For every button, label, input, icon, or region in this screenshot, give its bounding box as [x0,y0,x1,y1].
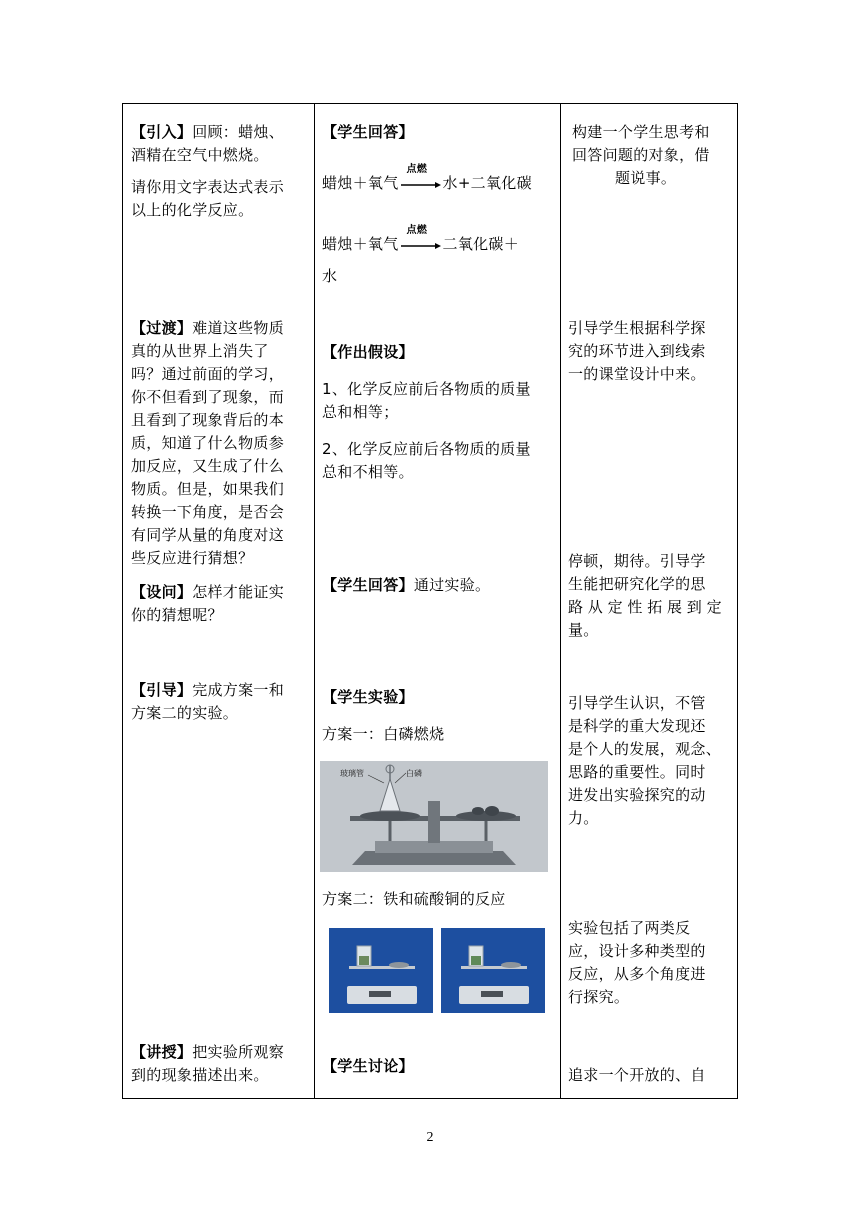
intent-5-line: 应，设计多种类型的 [568,942,706,960]
equation-2: 蜡烛＋氧气 点燃 二氧化碳＋ [322,224,520,253]
equation-2-tail: 水 [322,267,338,285]
transition-line: 真的从世界上消失了 [131,342,269,360]
student-answer-2: 【学生回答】通过实验。 [322,576,491,594]
white-phosphorus-balance-photo [320,761,548,872]
student-experiment-heading: 【学生实验】 [322,688,414,706]
transition-line: 有同学从量的角度对这 [131,526,285,544]
intent-3-line: 量。 [568,621,599,639]
intent-5-line: 反应，从多个角度进 [568,965,706,983]
hypothesis-2-line1: 2、化学反应前后各物质的质量 [322,440,531,458]
lecture-line2: 到的现象描述出来。 [131,1066,269,1084]
iron-copper-sulfate-balance-photo [329,928,545,1013]
intro-line2: 酒精在空气中燃烧。 [131,146,269,164]
intent-2-line: 究的环节进入到线索 [568,342,706,360]
reaction-arrow-icon: 点燃 [401,177,441,191]
transition-line: 转换一下角度，是否会 [131,503,285,521]
ask-line2: 以上的化学反应。 [131,201,254,219]
transition-line: 加反应，又生成了什么 [131,457,285,475]
hypothesis-1-line1: 1、化学反应前后各物质的质量 [322,380,531,398]
reaction-arrow-icon: 点燃 [401,238,441,252]
equation-1: 蜡烛＋氧气 点燃 水+二氧化碳 [322,163,532,192]
plan-1-label: 方案一：白磷燃烧 [322,725,445,743]
intent-5-line: 实验包括了两类反 [568,919,691,937]
intent-2-line: 引导学生根据科学探 [568,319,706,337]
transition-line: 你不但看到了现象，而 [131,388,285,406]
guide-line2: 方案二的实验。 [131,704,239,722]
intent-1-line3: 题说事。 [615,169,677,187]
transition-line: 物质。但是，如果我们 [131,480,285,498]
transition-line1: 【过渡】难道这些物质 [131,319,285,337]
intro-line1: 【引入】回顾：蜡烛、 [131,123,285,141]
plan-2-label: 方案二：铁和硫酸铜的反应 [322,890,506,908]
photo-label: 玻璃管 [340,769,364,778]
guide-line1: 【引导】完成方案一和 [131,681,285,699]
page-number: 2 [426,1130,434,1145]
intent-1-line2: 回答问题的对象，借 [572,146,710,164]
photo-label: 白磷 [406,769,422,778]
intent-1-line1: 构建一个学生思考和 [572,123,710,141]
intent-3-line: 停顿，期待。引导学 [568,552,706,570]
intent-4-line: 思路的重要性。同时 [568,763,706,781]
intent-3-line: 路从定性拓展到定 [568,598,727,616]
hypothesis-heading: 【作出假设】 [322,343,414,361]
transition-line: 吗？通过前面的学习， [131,365,285,383]
intent-4-line: 是个人的发展，观念、 [568,740,722,758]
ask-line1: 请你用文字表达式表示 [131,178,285,196]
intent-2-line: 一的课堂设计中来。 [568,365,706,383]
question-line2: 你的猜想呢？ [131,606,223,624]
question-line1: 【设问】怎样才能证实 [131,583,285,601]
student-discussion-heading: 【学生讨论】 [322,1057,414,1075]
transition-line: 质，知道了什么物质参 [131,434,285,452]
hypothesis-2-line2: 总和不相等。 [322,463,414,481]
intent-3-line: 生能把研究化学的思 [568,575,706,593]
transition-line: 且看到了现象背后的本 [131,411,285,429]
transition-line: 些反应进行猜想？ [131,549,254,567]
column-divider [314,104,315,1098]
intent-5-line: 行探究。 [568,988,630,1006]
column-divider [560,104,561,1098]
intent-4-line: 进发出实验探究的动 [568,786,706,804]
student-answer-heading: 【学生回答】 [322,123,414,141]
intent-6-line: 追求一个开放的、自 [568,1066,706,1084]
intent-4-line: 是科学的重大发现还 [568,717,706,735]
intent-4-line: 引导学生认识，不管 [568,694,706,712]
hypothesis-1-line2: 总和相等； [322,403,399,421]
intent-4-line: 力。 [568,809,599,827]
lecture-line1: 【讲授】把实验所观察 [131,1043,285,1061]
